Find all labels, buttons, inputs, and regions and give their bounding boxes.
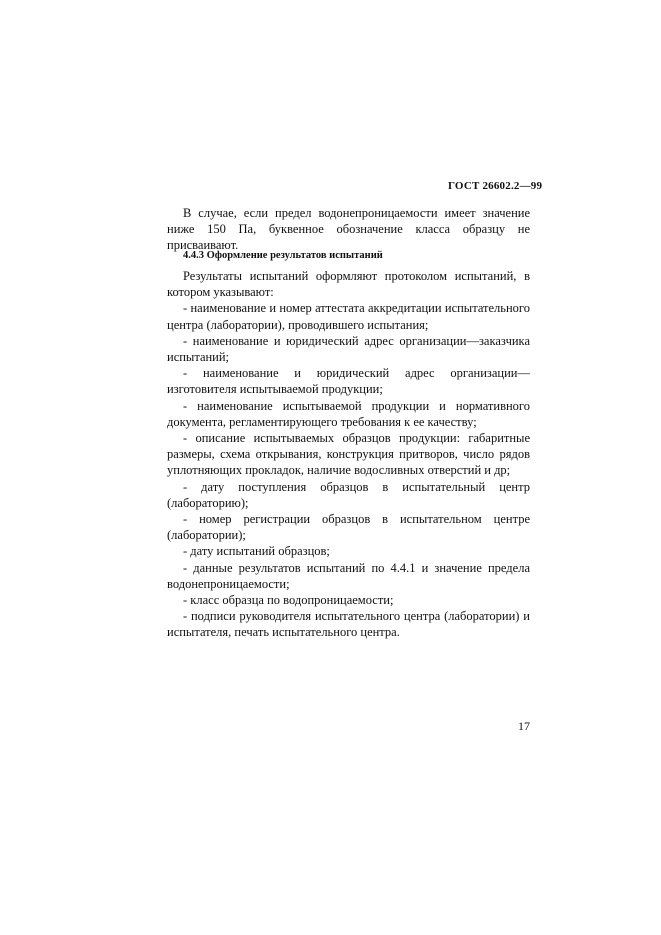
list-item: - наименование испытываемой продукции и нормативного документа, регламентирующего требования к ее качеству; (167, 398, 530, 429)
page-number: 17 (518, 719, 530, 733)
list-item: - дату испытаний образцов; (183, 544, 330, 559)
list-item: - данные результатов испытаний по 4.4.1 и значение предела водонепроницаемости; (167, 560, 530, 591)
lead-paragraph: Результаты испытаний оформляют протоколом испытаний, в котором указывают: (167, 269, 530, 300)
intro-paragraph (167, 205, 530, 254)
document-code-header: ГОСТ 26602.2—99 (448, 180, 543, 192)
list-item: - наименование и юридический адрес организации—изготовителя испытываемой продукции; (167, 366, 530, 397)
list-item: - дату поступления образцов в испытательный центр (лабораторию); (167, 479, 530, 510)
list-item: - наименование и номер аттестата аккредитации испытательного центра (лаборатории), проводившего испытания; (167, 301, 530, 332)
list-item: - описание испытываемых образцов продукции: габаритные размеры, схема открывания, конструкция притворов, число рядов уплотняющих прокладок, наличие водосливных отверстий и др; (167, 431, 530, 478)
list-item: - номер регистрации образцов в испытательном центре (лаборатории); (167, 512, 530, 543)
intro-text: В случае, если предел водонепроницаемости имеет значение ниже 150 Па, буквенное обозначение класса образцу не присваивают. (167, 206, 530, 253)
protocol-contents (167, 268, 530, 641)
section-title: 4.4.3 Оформление результатов испытаний (183, 250, 383, 261)
list-item: - наименование и юридический адрес организации—заказчика испытаний; (167, 333, 530, 365)
list-item: - подписи руководителя испытательного центра (лаборатории) и испытателя, печать испытательного центра. (167, 609, 530, 640)
list-item: - класс образца по водопроницаемости; (183, 593, 394, 608)
